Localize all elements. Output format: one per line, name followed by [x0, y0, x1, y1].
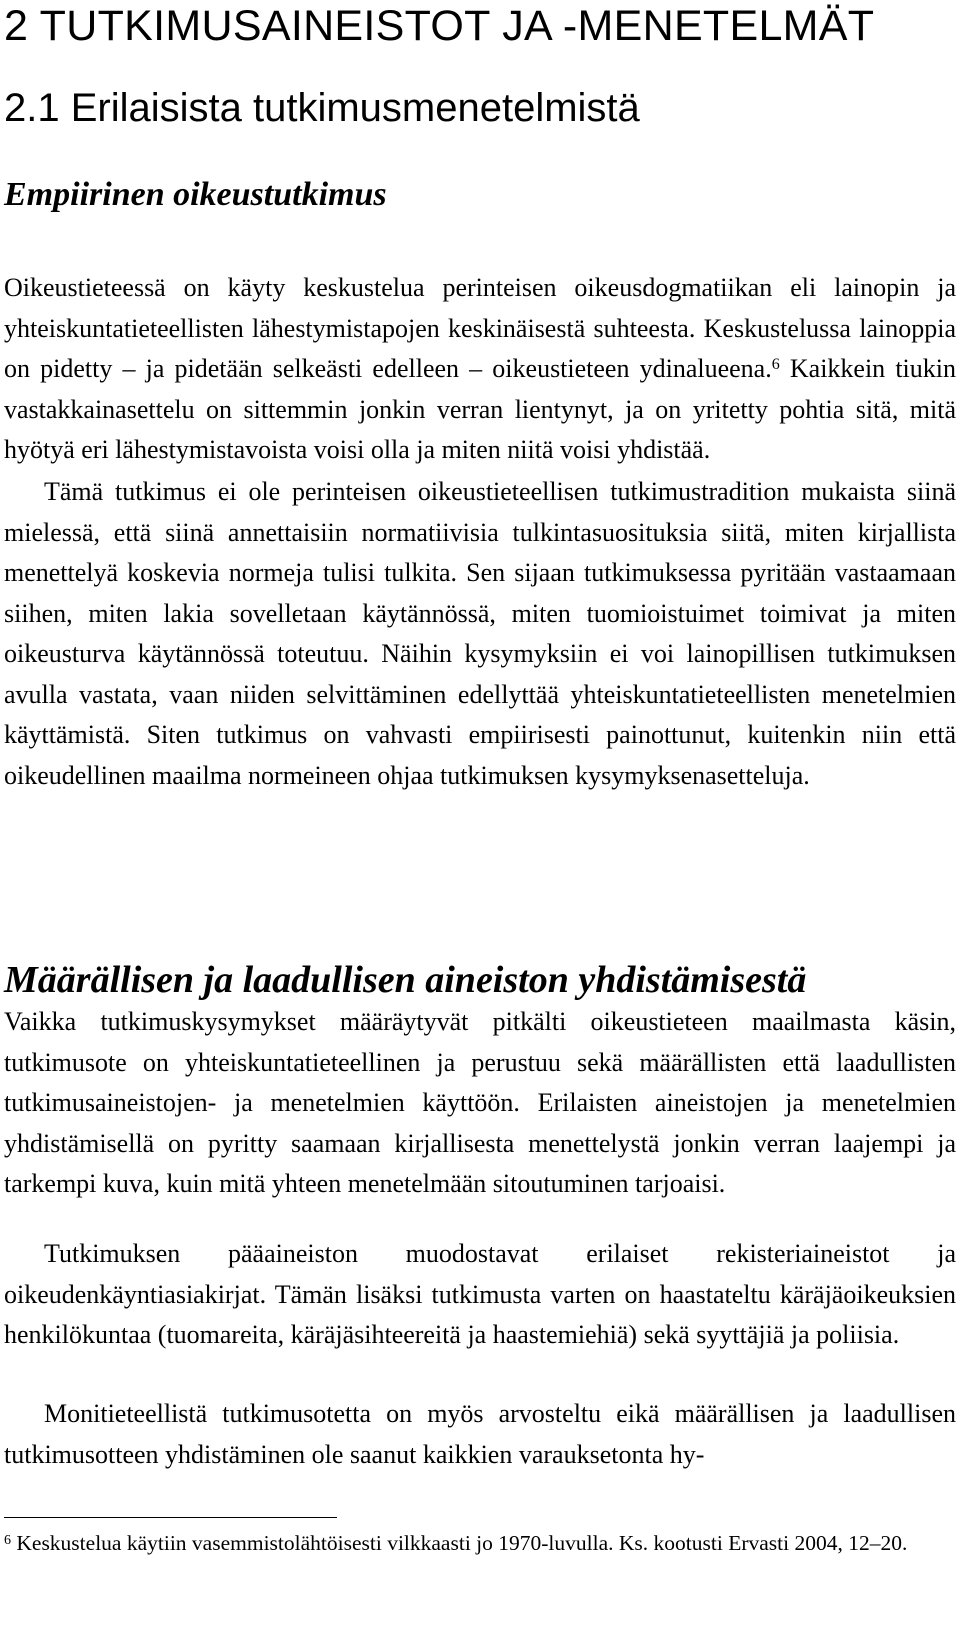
footnote-marker: 6 [4, 1533, 11, 1548]
paragraph-3: Vaikka tutkimuskysymykset määräytyvät pitkälti oikeustieteen maailmasta käsin, tutkimusote on yhteiskuntatieteellinen ja perustuu sekä määrällisten että laadullisten tutkimusaineistojen- ja menetelmien käyttöön. Erilaisten aineistojen ja menetelmien yhdistämisellä on pyritty saamaan kirjallisesta menettelystä jonkin verran laajempi ja tarkempi kuva, kuin mitä yhteen menetelmään sitoutuminen tarjoaisi. [4, 1007, 956, 1198]
section-heading: 2.1 Erilaisista tutkimusmenetelmistä [4, 86, 640, 130]
footnote-text: Keskustelua käytiin vasemmistolähtöisesti vilkkaasti jo 1970-luvulla. Ks. kootusti Ervasti 2004, 12–20. [16, 1531, 908, 1555]
paragraph-1-text: Oikeustieteessä on käyty keskustelua perinteisen oikeusdogmatiikan eli lainopin ja yhteiskuntatieteellisten lähestymistapojen keskinäisestä suhteesta. Keskustelussa lainoppia on pidetty – ja pidetään selkeästi edelleen – oikeustieteen ydinalueena. [4, 273, 956, 383]
chapter-heading: 2 TUTKIMUSAINEISTOT JA -MENETELMÄT [4, 2, 875, 50]
paragraph-4: Tutkimuksen pääaineiston muodostavat erilaiset rekisteriaineistot ja oikeudenkäyntiasiakirjat. Tämän lisäksi tutkimusta varten on haastateltu käräjäoikeuksien henkilökuntaa (tuomareita, käräjäsihteereitä ja haastemiehiä) sekä syyttäjiä ja poliisia. [4, 1239, 956, 1349]
paragraph-2: Tämä tutkimus ei ole perinteisen oikeustieteellisen tutkimustradition mukaista siinä mielessä, että siinä annettaisiin normatiivisia tulkintasuosituksia siitä, miten kirjallista menettelyä koskevia normeja tulisi tulkita. Sen sijaan tutkimuksessa pyritään vastaamaan siihen, miten lakia sovelletaan käytännössä, miten tuomioistuimet toimivat ja miten oikeusturva käytännössä toteutuu. Näihin kysymyksiin ei voi lainopillisen tutkimuksen avulla vastata, vaan niiden selvittäminen edellyttää yhteiskuntatieteellisten menetelmien käyttämistä. Siten tutkimus on vahvasti empiirisesti painottunut, kuitenkin niin että oikeudellinen maailma normeineen ohjaa tutkimuksen kysymyksenasetteluja. [4, 477, 956, 790]
paragraph-1-continuation: Kaikkein tiukin vastakkainasettelu on sittemmin jonkin verran lientynyt, ja on yritetty pohtia sitä, mitä hyötyä eri lähestymistavoista voisi olla ja miten niitä voisi yhdistää. [4, 354, 956, 464]
subheading-combining-data: Määrällisen ja laadullisen aineiston yhdistämisestä [4, 959, 807, 1001]
subheading-empirical-legal-research: Empiirinen oikeustutkimus [4, 176, 387, 213]
footnote-reference: 6 [771, 356, 780, 373]
footnote-divider [4, 1517, 337, 1518]
paragraph-5: Monitieteellistä tutkimusotetta on myös arvosteltu eikä määrällisen ja laadullisen tutkimusotteen yhdistäminen ole saanut kaikkien varauksetonta hy- [4, 1399, 956, 1469]
footnote [4, 1528, 956, 1558]
paragraph-1 [4, 268, 956, 471]
